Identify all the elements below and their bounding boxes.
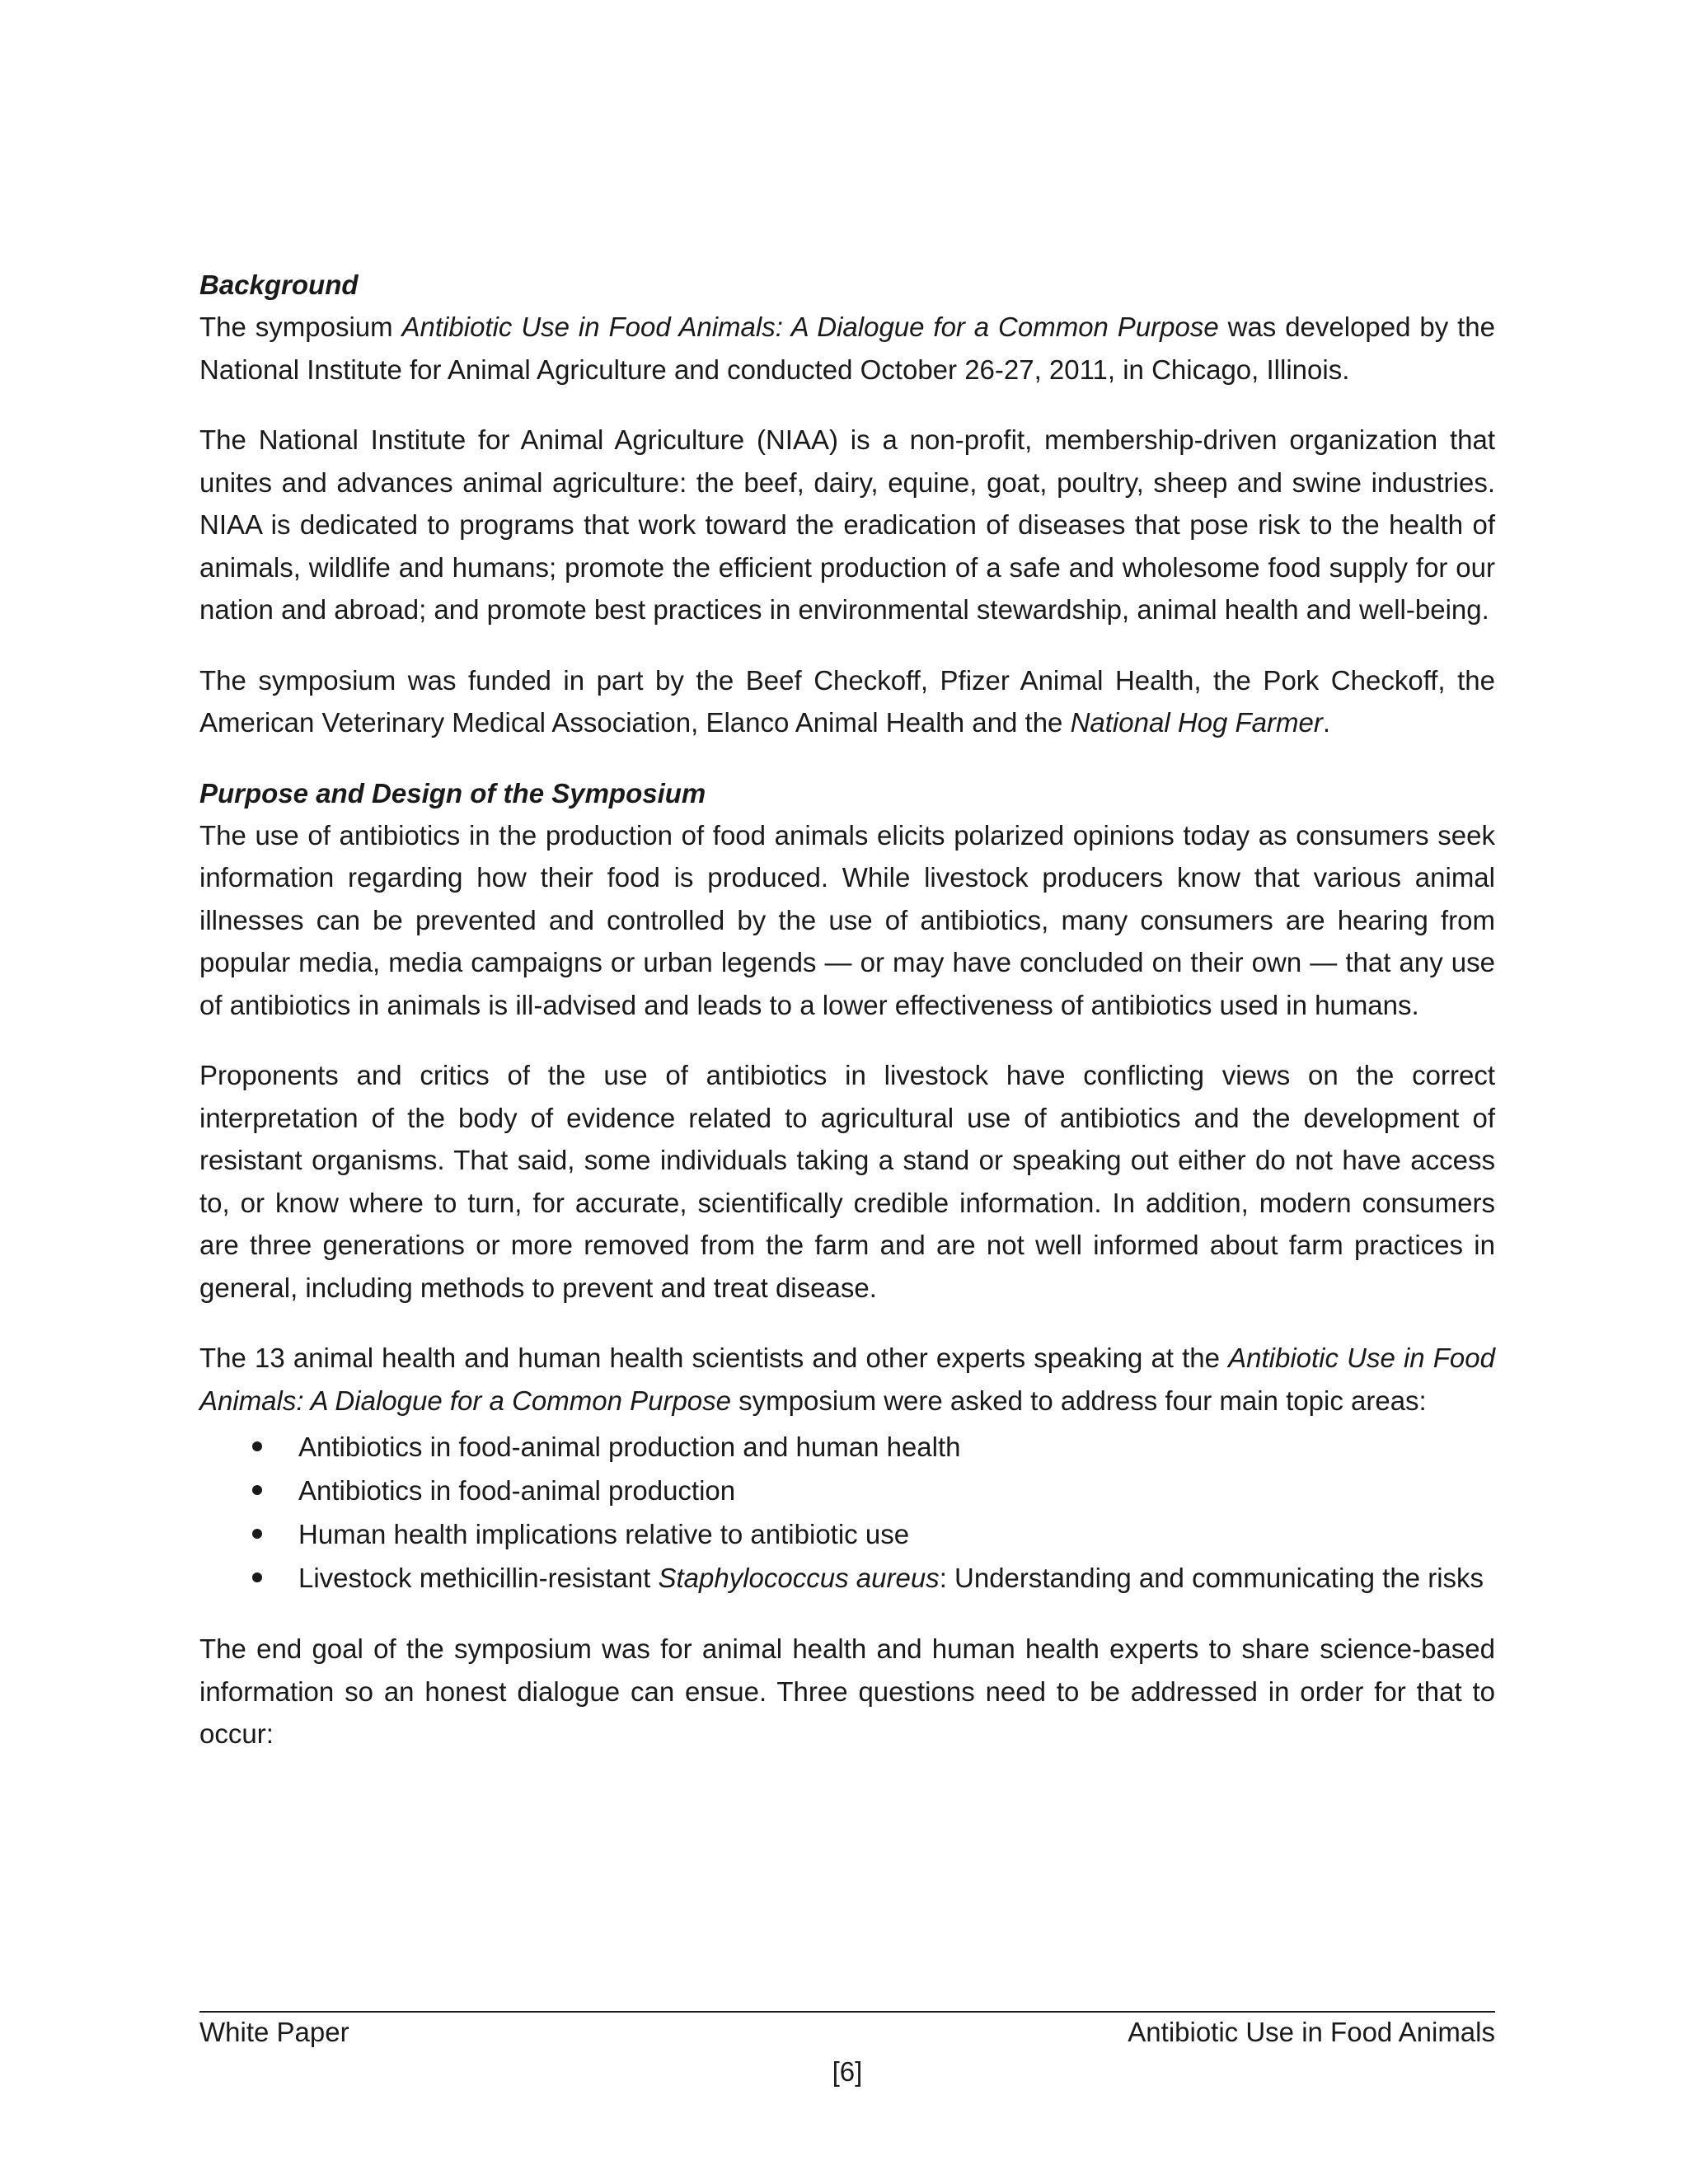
species-name: Staphylococcus aureus [658,1563,940,1593]
text-run: . [1322,707,1331,738]
text-run: : Understanding and communicating the risks [939,1563,1484,1593]
purpose-paragraph-1: The use of antibiotics in the production of food animals elicits polarized opinions today as consumers seek information regarding how their food is produced. While livestock producers know that various animal illnesses can be prevented and controlled by the use of antibiotics, many consumers are hearing from popular media, media campaigns or urban legends — or may have concluded on their own — that any use of antibiotics in animals is ill-advised and leads to a lower effectiveness of antibiotics used in humans. [199,819,1495,1020]
list-item [199,1425,1495,1469]
footer-row [199,2013,1495,2052]
symposium-title: Antibiotic Use in Food Animals: A Dialogue for a Common Purpose [401,312,1219,342]
topic-list [199,1425,1495,1600]
bullet-icon [252,1441,262,1451]
bullet-icon [252,1485,262,1495]
page-footer [199,2011,1495,2092]
text-run: The symposium was funded in part by the Beef Checkoff, Pfizer Animal Health, the Pork Checkoff, the American Veterinary Medical Association, Elanco Animal Health and the [199,664,1495,738]
text-run: The 13 animal health and human health scientists and other experts speaking at the [199,1343,1229,1373]
bullet-icon [252,1572,262,1582]
list-item-text: Human health implications relative to antibiotic use [298,1519,910,1549]
list-item-text: Antibiotics in food-animal production and human health [298,1432,961,1462]
purpose-paragraph-4: The end goal of the symposium was for animal health and human health experts to share science-based information so an honest dialogue can ensue. Three questions need to be addressed in order for that to occur: [199,1633,1495,1749]
background-paragraph-3 [199,659,1495,744]
text-run: was developed by the National Institute for Animal Agriculture and conducted October 26-27, 2011, in Chicago, Illinois. [199,312,1496,385]
list-item [199,1512,1495,1556]
background-paragraph-1 [199,306,1495,391]
purpose-paragraph-2: Proponents and critics of the use of antibiotics in livestock have conflicting views on the correct interpretation of the body of evidence related to agricultural use of antibiotics and the development of resistant organisms. That said, some individuals taking a stand or speaking out either do not have access to, or know where to turn, for accurate, scientifically credible information. In addition, modern consumers are three generations or more removed from the farm and are not well informed about farm practices in general, including methods to prevent and treat disease. [199,1060,1495,1303]
footer-right-label: Antibiotic Use in Food Animals [1128,2017,1495,2047]
symposium-title: Antibiotic Use in Food Animals: A Dialogue for a Common Purpose [199,1343,1495,1416]
purpose-heading: Purpose and Design of the Symposium [199,777,706,808]
text-run: symposium were asked to address four main topic areas: [731,1385,1427,1416]
list-item-text: Antibiotics in food-animal production [298,1475,736,1506]
text-run: The symposium [199,312,402,342]
bullet-icon [252,1529,262,1539]
page-number: [6] [832,2056,863,2087]
document-body [199,264,1495,1783]
purpose-paragraph-3 [199,1337,1495,1422]
footer-left-label: White Paper [199,2017,349,2047]
list-item [199,1556,1495,1600]
text-run: Livestock methicillin-resistant [298,1563,659,1593]
background-paragraph-2: The National Institute for Animal Agriculture (NIAA) is a non-profit, membership-driven organization that unites and advances animal agriculture: the beef, dairy, equine, goat, poultry, sheep and swine industries. NIAA is dedicated to programs that work toward the eradication of diseases that pose risk to the health of animals, wildlife and humans; promote the efficient production of a safe and wholesome food supply for our nation and abroad; and promote best practices in environmental stewardship, animal health and well-being. [199,424,1495,625]
background-heading: Background [199,269,359,300]
list-item [199,1469,1495,1512]
publication-name: National Hog Farmer [1070,707,1323,738]
